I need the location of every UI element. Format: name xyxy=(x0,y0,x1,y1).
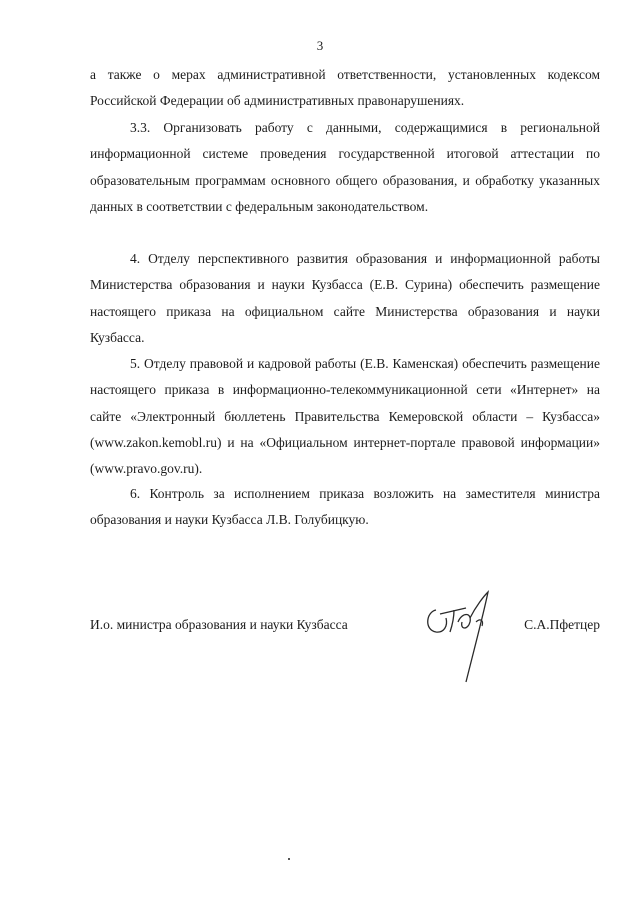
paragraph-5-legal-publication: 5. Отделу правовой и кадровой работы (Е.В. Каменская) обеспечить размещение настоящего приказа в информационно-телекоммуникационной сети «Интернет» на сайте «Электронный бюллетень Правительства Кемеровской области – Кузбасса» (www.zakon.kemobl.ru) и на «Официальном интернет-портале правовой информации» (www.pravo.gov.ru). xyxy=(90,356,600,477)
paragraph-4-publication: 4. Отделу перспективного развития образования и информационной работы Министерства образования и науки Кузбасса (Е.В. Сурина) обеспечить размещение настоящего приказа на официальном сайте Министерства образования и науки Кузбасса. xyxy=(90,251,600,345)
scan-speck xyxy=(288,858,290,860)
paragraph-admin-responsibility: а также о мерах административной ответственности, установленных кодексом Российской Федерации об административных правонарушениях. xyxy=(90,67,600,109)
paragraph-3-3-data-processing: 3.3. Организовать работу с данными, содержащимися в региональной информационной системе проведения государственной итоговой аттестации по образовательным программам основного общего образования, и обработку указанных данных в соответствии с федеральным законодательством. xyxy=(90,120,600,214)
page-number: 3 xyxy=(316,38,324,53)
signatory-position: И.о. министра образования и науки Кузбасса xyxy=(90,617,348,632)
handwritten-signature xyxy=(418,582,508,692)
signatory-name: С.А.Пфетцер xyxy=(524,617,600,632)
paragraph-6-control: 6. Контроль за исполнением приказа возложить на заместителя министра образования и науки Кузбасса Л.В. Голубицкую. xyxy=(90,486,600,528)
signature-block xyxy=(90,612,600,702)
